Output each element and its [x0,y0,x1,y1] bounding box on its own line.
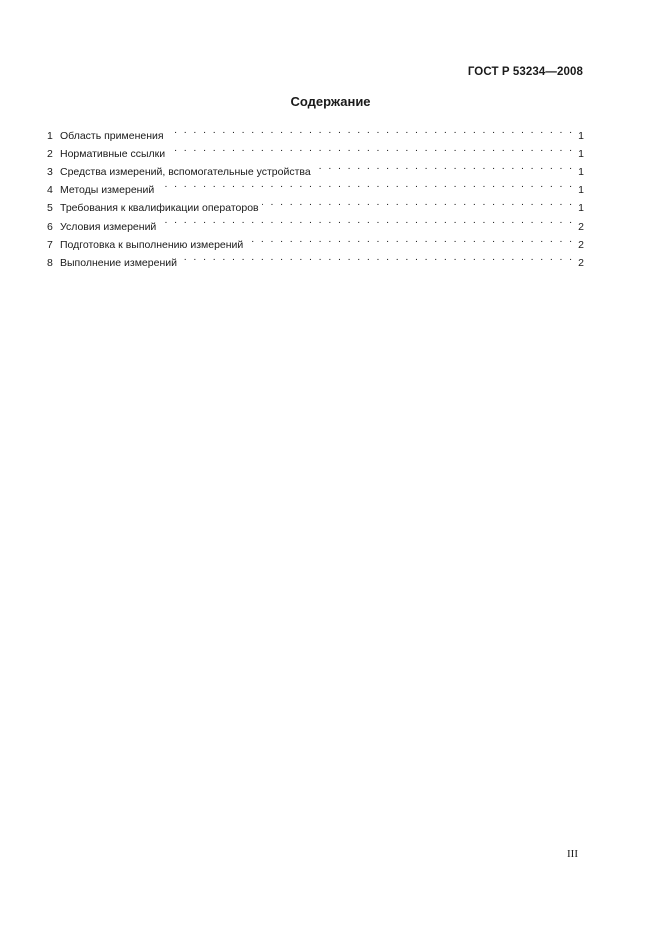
toc-item-number: 5 [47,202,53,215]
toc-item-page: 2 [578,256,584,269]
toc-title: Содержание [290,94,371,109]
toc-item-number: 4 [47,184,53,197]
toc-item-label: Выполнение измерений [60,256,177,269]
toc-item-page: 1 [578,202,584,215]
toc-item-label: Средства измерений, вспомогательные устройства [60,166,311,179]
toc-item-number: 6 [47,220,53,233]
toc-item-number: 1 [47,130,53,143]
toc-item[interactable] [47,121,584,143]
page-number: III [567,848,578,860]
toc-item-number: 8 [47,256,53,269]
toc-item-page: 2 [578,220,584,233]
toc-leader-dots [159,211,574,229]
toc-item-number: 2 [47,148,53,161]
toc-leader-dots [262,193,574,211]
toc-leader-dots [246,230,574,248]
toc-item-number: 7 [47,238,53,251]
toc-item-label: Требования к квалификации операторов [60,202,259,215]
document-code: ГОСТ Р 53234—2008 [467,66,583,78]
toc-item-page: 1 [578,166,584,179]
toc-item-label: Условия измерений [60,220,157,233]
toc-leader-dots [180,248,574,266]
toc-item-page: 1 [578,184,584,197]
toc-item-label: Область применения [60,130,164,143]
toc-leader-dots [167,121,574,139]
toc-item-page: 2 [578,238,584,251]
toc-item-label: Подготовка к выполнению измерений [60,238,244,251]
toc-leader-dots [314,157,574,175]
toc-item-number: 3 [47,166,53,179]
toc-item-label: Методы измерений [60,184,155,197]
toc-item-label: Нормативные ссылки [60,148,166,161]
toc-leader-dots [168,139,574,157]
toc-item-page: 1 [578,130,584,143]
toc-item-page: 1 [578,148,584,161]
toc-leader-dots [157,175,574,193]
toc-list [47,121,584,269]
